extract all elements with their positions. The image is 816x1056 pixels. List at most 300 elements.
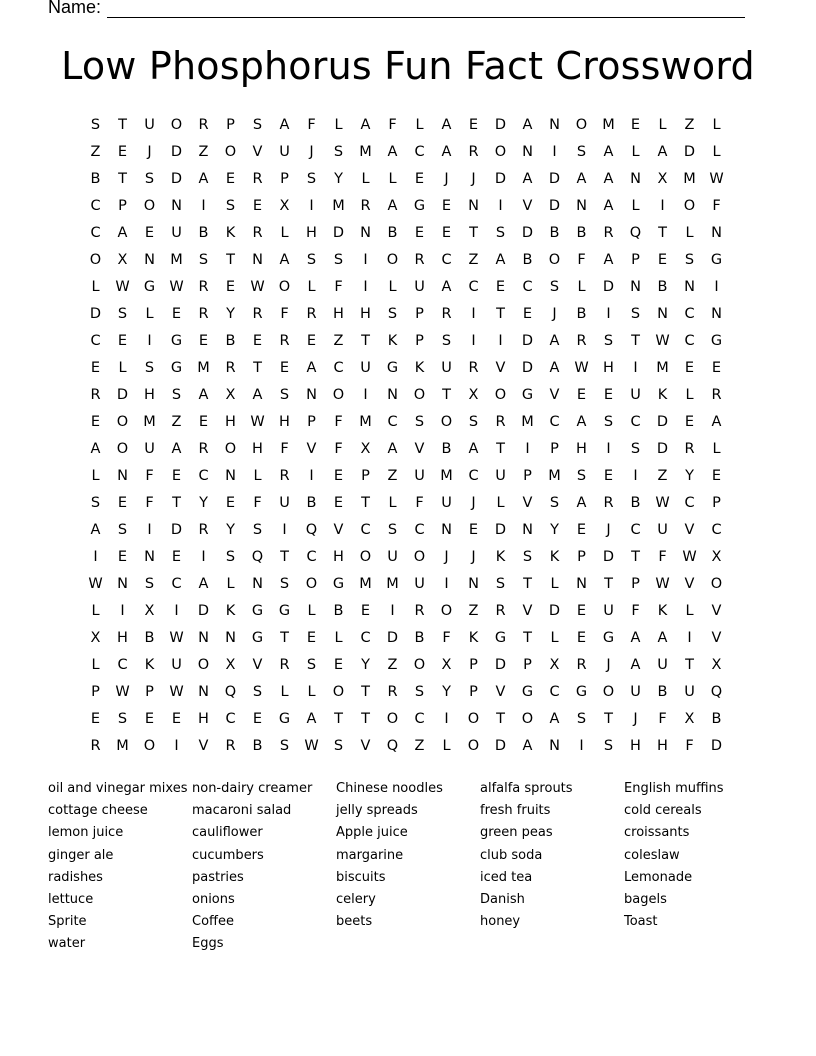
grid-letter: U xyxy=(414,279,425,295)
word-bank-item: fresh fruits xyxy=(480,803,551,819)
grid-letter: C xyxy=(90,225,101,241)
grid-letter: H xyxy=(306,225,317,241)
grid-letter: R xyxy=(603,225,614,241)
grid-letter: N xyxy=(387,387,398,403)
grid-letter: I xyxy=(147,522,152,538)
grid-letter: F xyxy=(334,414,343,430)
grid-letter: R xyxy=(360,198,371,214)
grid-letter: D xyxy=(170,171,183,187)
grid-letter: E xyxy=(576,630,587,646)
grid-letter: Y xyxy=(226,522,235,538)
grid-letter: O xyxy=(143,198,156,214)
grid-letter: U xyxy=(279,495,290,511)
grid-letter: A xyxy=(279,117,290,133)
grid-letter: B xyxy=(711,711,722,727)
word-bank-item: iced tea xyxy=(480,869,533,885)
grid-letter: R xyxy=(252,306,263,322)
grid-letter: E xyxy=(684,360,695,376)
grid-letter: T xyxy=(496,441,505,457)
grid-letter: T xyxy=(361,684,370,700)
grid-letter: N xyxy=(711,225,722,241)
grid-letter: M xyxy=(656,360,669,376)
grid-letter: R xyxy=(198,522,209,538)
grid-letter: E xyxy=(468,522,479,538)
grid-letter: C xyxy=(468,279,479,295)
grid-letter: M xyxy=(332,198,345,214)
grid-letter: O xyxy=(467,738,480,754)
grid-letter: L xyxy=(685,387,694,403)
grid-letter: X xyxy=(144,603,155,619)
grid-letter: S xyxy=(306,252,317,268)
grid-letter: R xyxy=(684,441,695,457)
grid-letter: Z xyxy=(198,144,209,160)
grid-letter: N xyxy=(576,198,587,214)
grid-letter: A xyxy=(657,630,668,646)
grid-letter: D xyxy=(602,279,615,295)
grid-letter: S xyxy=(306,657,317,673)
name-label: Name: xyxy=(48,0,102,17)
grid-letter: H xyxy=(225,414,236,430)
grid-letter: E xyxy=(657,252,668,268)
grid-letter: G xyxy=(575,684,588,700)
grid-letter: B xyxy=(387,225,398,241)
grid-letter: M xyxy=(116,738,129,754)
grid-letter: I xyxy=(363,387,368,403)
grid-letter: L xyxy=(712,117,721,133)
grid-letter: X xyxy=(549,657,560,673)
grid-letter: E xyxy=(576,522,587,538)
grid-letter: R xyxy=(441,306,452,322)
grid-letter: L xyxy=(307,603,316,619)
grid-letter: C xyxy=(360,630,371,646)
grid-letter: A xyxy=(387,441,398,457)
grid-letter: E xyxy=(144,225,155,241)
grid-letter: B xyxy=(306,495,317,511)
grid-letter: E xyxy=(198,333,209,349)
grid-letter: K xyxy=(225,603,236,619)
grid-letter: E xyxy=(414,171,425,187)
grid-letter: T xyxy=(604,711,613,727)
grid-letter: A xyxy=(603,252,614,268)
grid-letter: B xyxy=(225,333,236,349)
grid-letter: R xyxy=(279,333,290,349)
grid-letter: C xyxy=(711,522,722,538)
grid-letter: T xyxy=(685,657,694,673)
grid-letter: S xyxy=(603,414,614,430)
grid-letter: N xyxy=(198,684,209,700)
grid-letter: E xyxy=(468,117,479,133)
grid-letter: N xyxy=(225,630,236,646)
grid-letter: J xyxy=(309,144,314,160)
grid-letter: S xyxy=(522,549,533,565)
grid-letter: T xyxy=(496,306,505,322)
grid-letter: S xyxy=(90,117,101,133)
grid-letter: N xyxy=(522,522,533,538)
grid-letter: T xyxy=(118,117,127,133)
grid-letter: K xyxy=(225,225,236,241)
grid-letter: H xyxy=(657,738,668,754)
word-bank-item: onions xyxy=(192,892,235,908)
grid-letter: C xyxy=(549,414,560,430)
grid-letter: R xyxy=(495,603,506,619)
grid-letter: E xyxy=(225,171,236,187)
grid-letter: P xyxy=(226,117,235,133)
grid-letter: B xyxy=(414,630,425,646)
grid-letter: L xyxy=(91,279,100,295)
grid-letter: Z xyxy=(387,657,398,673)
grid-letter: L xyxy=(550,576,559,592)
grid-letter: U xyxy=(144,441,155,457)
grid-letter: P xyxy=(469,657,478,673)
grid-letter: O xyxy=(413,387,426,403)
grid-letter: C xyxy=(360,522,371,538)
grid-letter: D xyxy=(548,603,561,619)
grid-letter: S xyxy=(576,711,587,727)
grid-letter: H xyxy=(279,414,290,430)
grid-letter: X xyxy=(468,387,479,403)
grid-letter: S xyxy=(441,333,452,349)
word-bank-item: cauliflower xyxy=(192,825,263,841)
grid-letter: G xyxy=(602,630,615,646)
grid-letter: P xyxy=(118,198,127,214)
word-bank-item: cold cereals xyxy=(624,803,702,819)
grid-letter: X xyxy=(684,711,695,727)
grid-letter: F xyxy=(658,711,667,727)
grid-letter: C xyxy=(684,495,695,511)
grid-letter: F xyxy=(712,198,721,214)
grid-letter: L xyxy=(145,306,154,322)
grid-letter: Z xyxy=(171,414,182,430)
grid-letter: B xyxy=(576,225,587,241)
grid-letter: V xyxy=(252,657,263,673)
grid-letter: W xyxy=(169,279,184,295)
grid-letter: I xyxy=(606,441,611,457)
grid-letter: V xyxy=(252,144,263,160)
grid-letter: J xyxy=(606,657,611,673)
grid-letter: C xyxy=(90,333,101,349)
grid-letter: R xyxy=(468,360,479,376)
word-bank-item: Toast xyxy=(624,914,658,930)
grid-letter: G xyxy=(521,684,534,700)
grid-letter: E xyxy=(414,225,425,241)
grid-letter: O xyxy=(224,144,237,160)
grid-letter: C xyxy=(198,468,209,484)
word-bank-item: lemon juice xyxy=(48,825,124,841)
word-bank-column xyxy=(624,778,768,956)
grid-letter: L xyxy=(415,117,424,133)
grid-letter: D xyxy=(656,441,669,457)
grid-letter: A xyxy=(711,414,722,430)
grid-letter: O xyxy=(413,549,426,565)
grid-letter: W xyxy=(169,684,184,700)
grid-letter: U xyxy=(414,468,425,484)
grid-letter: I xyxy=(363,279,368,295)
grid-letter: F xyxy=(145,495,154,511)
grid-letter: B xyxy=(549,225,560,241)
grid-letter: E xyxy=(360,603,371,619)
grid-letter: L xyxy=(118,360,127,376)
word-bank-item: lettuce xyxy=(48,892,94,908)
grid-letter: W xyxy=(88,576,103,592)
grid-letter: C xyxy=(414,711,425,727)
grid-letter: C xyxy=(684,306,695,322)
grid-letter: J xyxy=(471,171,476,187)
grid-letter: R xyxy=(576,657,587,673)
grid-letter: N xyxy=(630,171,641,187)
grid-letter: J xyxy=(606,522,611,538)
grid-letter: W xyxy=(250,414,265,430)
grid-letter: I xyxy=(633,468,638,484)
grid-letter: C xyxy=(441,252,452,268)
grid-letter: V xyxy=(522,603,533,619)
grid-letter: U xyxy=(495,468,506,484)
grid-letter: E xyxy=(333,495,344,511)
grid-letter: T xyxy=(361,711,370,727)
grid-letter: T xyxy=(658,225,667,241)
grid-letter: G xyxy=(143,279,156,295)
grid-letter: P xyxy=(469,684,478,700)
grid-letter: N xyxy=(630,279,641,295)
word-bank-item: Chinese noodles xyxy=(336,781,443,796)
grid-letter: N xyxy=(144,252,155,268)
grid-letter: Y xyxy=(361,657,370,673)
grid-letter: J xyxy=(471,549,476,565)
grid-letter: S xyxy=(225,198,236,214)
grid-letter: W xyxy=(115,684,130,700)
grid-letter: P xyxy=(550,441,559,457)
word-bank-item: English muffins xyxy=(624,781,724,796)
grid-letter: L xyxy=(550,630,559,646)
grid-letter: R xyxy=(279,468,290,484)
grid-letter: U xyxy=(441,360,452,376)
grid-letter: C xyxy=(549,684,560,700)
grid-letter: Y xyxy=(334,171,343,187)
grid-letter: P xyxy=(523,657,532,673)
grid-letter: M xyxy=(521,414,534,430)
grid-letter: C xyxy=(468,468,479,484)
grid-letter: L xyxy=(334,117,343,133)
grid-letter: A xyxy=(549,360,560,376)
name-blank-line xyxy=(107,0,745,18)
grid-letter: D xyxy=(494,657,507,673)
grid-letter: G xyxy=(170,360,183,376)
grid-letter: R xyxy=(495,414,506,430)
grid-letter: Z xyxy=(657,468,668,484)
grid-letter: F xyxy=(577,252,586,268)
grid-letter: U xyxy=(171,657,182,673)
grid-letter: A xyxy=(549,333,560,349)
grid-letter: H xyxy=(360,306,371,322)
grid-letter: O xyxy=(332,387,345,403)
puzzle-title: Low Phosphorus Fun Fact Crossword xyxy=(61,44,755,88)
grid-letter: S xyxy=(171,387,182,403)
grid-letter: U xyxy=(387,549,398,565)
grid-letter: Y xyxy=(442,684,451,700)
grid-letter: E xyxy=(333,468,344,484)
grid-letter: F xyxy=(685,738,694,754)
grid-letter: A xyxy=(117,225,128,241)
grid-letter: S xyxy=(144,171,155,187)
grid-letter: P xyxy=(631,576,640,592)
grid-letter: A xyxy=(603,198,614,214)
grid-letter: S xyxy=(198,252,209,268)
grid-letter: K xyxy=(144,657,155,673)
grid-letter: A xyxy=(198,576,209,592)
grid-letter: F xyxy=(631,603,640,619)
grid-letter: P xyxy=(145,684,154,700)
grid-letter: R xyxy=(414,252,425,268)
grid-letter: E xyxy=(90,414,101,430)
grid-letter: E xyxy=(306,333,317,349)
grid-letter: C xyxy=(414,144,425,160)
grid-letter: P xyxy=(577,549,586,565)
grid-letter: S xyxy=(576,144,587,160)
grid-letter: L xyxy=(685,225,694,241)
grid-letter: I xyxy=(363,252,368,268)
grid-letter: N xyxy=(117,576,128,592)
grid-letter: W xyxy=(709,171,724,187)
grid-letter: S xyxy=(279,387,290,403)
grid-letter: D xyxy=(386,630,399,646)
grid-letter: A xyxy=(360,117,371,133)
grid-letter: A xyxy=(441,279,452,295)
grid-letter: H xyxy=(603,360,614,376)
grid-letter: G xyxy=(170,333,183,349)
grid-letter: W xyxy=(655,333,670,349)
grid-letter: C xyxy=(630,414,641,430)
grid-letter: M xyxy=(548,468,561,484)
grid-letter: O xyxy=(521,711,534,727)
grid-letter: W xyxy=(304,738,319,754)
word-bank-item: Sprite xyxy=(48,914,87,930)
word-bank-item: Apple juice xyxy=(336,825,408,841)
word-bank-item: cucumbers xyxy=(192,847,264,863)
grid-letter: S xyxy=(603,738,614,754)
grid-letter: A xyxy=(198,171,209,187)
grid-letter: F xyxy=(334,279,343,295)
grid-letter: A xyxy=(387,198,398,214)
grid-letter: D xyxy=(332,225,345,241)
grid-letter: Z xyxy=(387,468,398,484)
grid-letter: U xyxy=(630,387,641,403)
grid-letter: U xyxy=(171,225,182,241)
word-bank-item: macaroni salad xyxy=(192,803,292,819)
word-bank-item: oil and vinegar mixes xyxy=(48,781,188,796)
grid-letter: D xyxy=(656,414,669,430)
grid-letter: S xyxy=(252,117,263,133)
grid-letter: O xyxy=(89,252,102,268)
grid-letter: I xyxy=(471,306,476,322)
grid-letter: R xyxy=(225,738,236,754)
grid-letter: G xyxy=(386,360,399,376)
grid-letter: D xyxy=(602,549,615,565)
grid-letter: A xyxy=(549,711,560,727)
word-bank-item: Danish xyxy=(480,892,525,908)
grid-letter: J xyxy=(444,171,449,187)
grid-letter: V xyxy=(522,495,533,511)
grid-letter: W xyxy=(574,360,589,376)
grid-letter: R xyxy=(198,306,209,322)
grid-letter: J xyxy=(471,495,476,511)
grid-letter: M xyxy=(197,360,210,376)
grid-letter: E xyxy=(495,279,506,295)
grid-letter: M xyxy=(143,414,156,430)
grid-letter: W xyxy=(682,549,697,565)
grid-letter: P xyxy=(280,171,289,187)
grid-letter: E xyxy=(252,333,263,349)
grid-letter: W xyxy=(655,576,670,592)
grid-letter: N xyxy=(441,522,452,538)
grid-letter: G xyxy=(494,630,507,646)
grid-letter: H xyxy=(117,630,128,646)
grid-letter: S xyxy=(603,333,614,349)
grid-letter: P xyxy=(307,414,316,430)
grid-letter: U xyxy=(441,495,452,511)
grid-letter: S xyxy=(576,468,587,484)
grid-letter: V xyxy=(711,603,722,619)
grid-letter: H xyxy=(198,711,209,727)
grid-letter: Z xyxy=(468,603,479,619)
grid-letter: O xyxy=(359,549,372,565)
grid-letter: N xyxy=(306,387,317,403)
grid-letter: R xyxy=(90,738,101,754)
grid-letter: E xyxy=(225,279,236,295)
word-bank-column xyxy=(192,778,336,956)
grid-letter: S xyxy=(117,711,128,727)
grid-letter: G xyxy=(332,576,345,592)
word-bank-item: green peas xyxy=(480,825,553,841)
grid-letter: D xyxy=(548,198,561,214)
grid-letter: R xyxy=(306,306,317,322)
grid-letter: S xyxy=(333,144,344,160)
grid-letter: I xyxy=(687,630,692,646)
grid-letter: A xyxy=(495,252,506,268)
grid-letter: T xyxy=(226,252,235,268)
grid-letter: D xyxy=(521,225,534,241)
grid-letter: I xyxy=(201,549,206,565)
grid-letter: P xyxy=(712,495,721,511)
grid-letter: T xyxy=(280,549,289,565)
grid-letter: D xyxy=(170,144,183,160)
word-bank-item: bagels xyxy=(624,892,667,908)
grid-letter: B xyxy=(441,441,452,457)
grid-letter: S xyxy=(333,738,344,754)
word-bank-item: jelly spreads xyxy=(336,803,418,819)
word-bank-item: cottage cheese xyxy=(48,803,148,819)
grid-letter: P xyxy=(361,468,370,484)
grid-letter: W xyxy=(115,279,130,295)
grid-letter: E xyxy=(144,711,155,727)
grid-letter: M xyxy=(359,414,372,430)
word-bank xyxy=(48,778,768,956)
grid-letter: T xyxy=(442,387,451,403)
grid-letter: T xyxy=(361,495,370,511)
grid-letter: N xyxy=(684,279,695,295)
grid-letter: A xyxy=(387,144,398,160)
grid-letter: S xyxy=(90,495,101,511)
grid-letter: V xyxy=(198,738,209,754)
grid-letter: E xyxy=(117,333,128,349)
grid-letter: A xyxy=(306,360,317,376)
grid-letter: O xyxy=(386,711,399,727)
grid-letter: F xyxy=(388,117,397,133)
grid-letter: R xyxy=(225,360,236,376)
grid-letter: K xyxy=(414,360,425,376)
grid-letter: L xyxy=(226,576,235,592)
grid-letter: D xyxy=(683,144,696,160)
grid-letter: Q xyxy=(251,549,264,565)
grid-letter: L xyxy=(685,603,694,619)
